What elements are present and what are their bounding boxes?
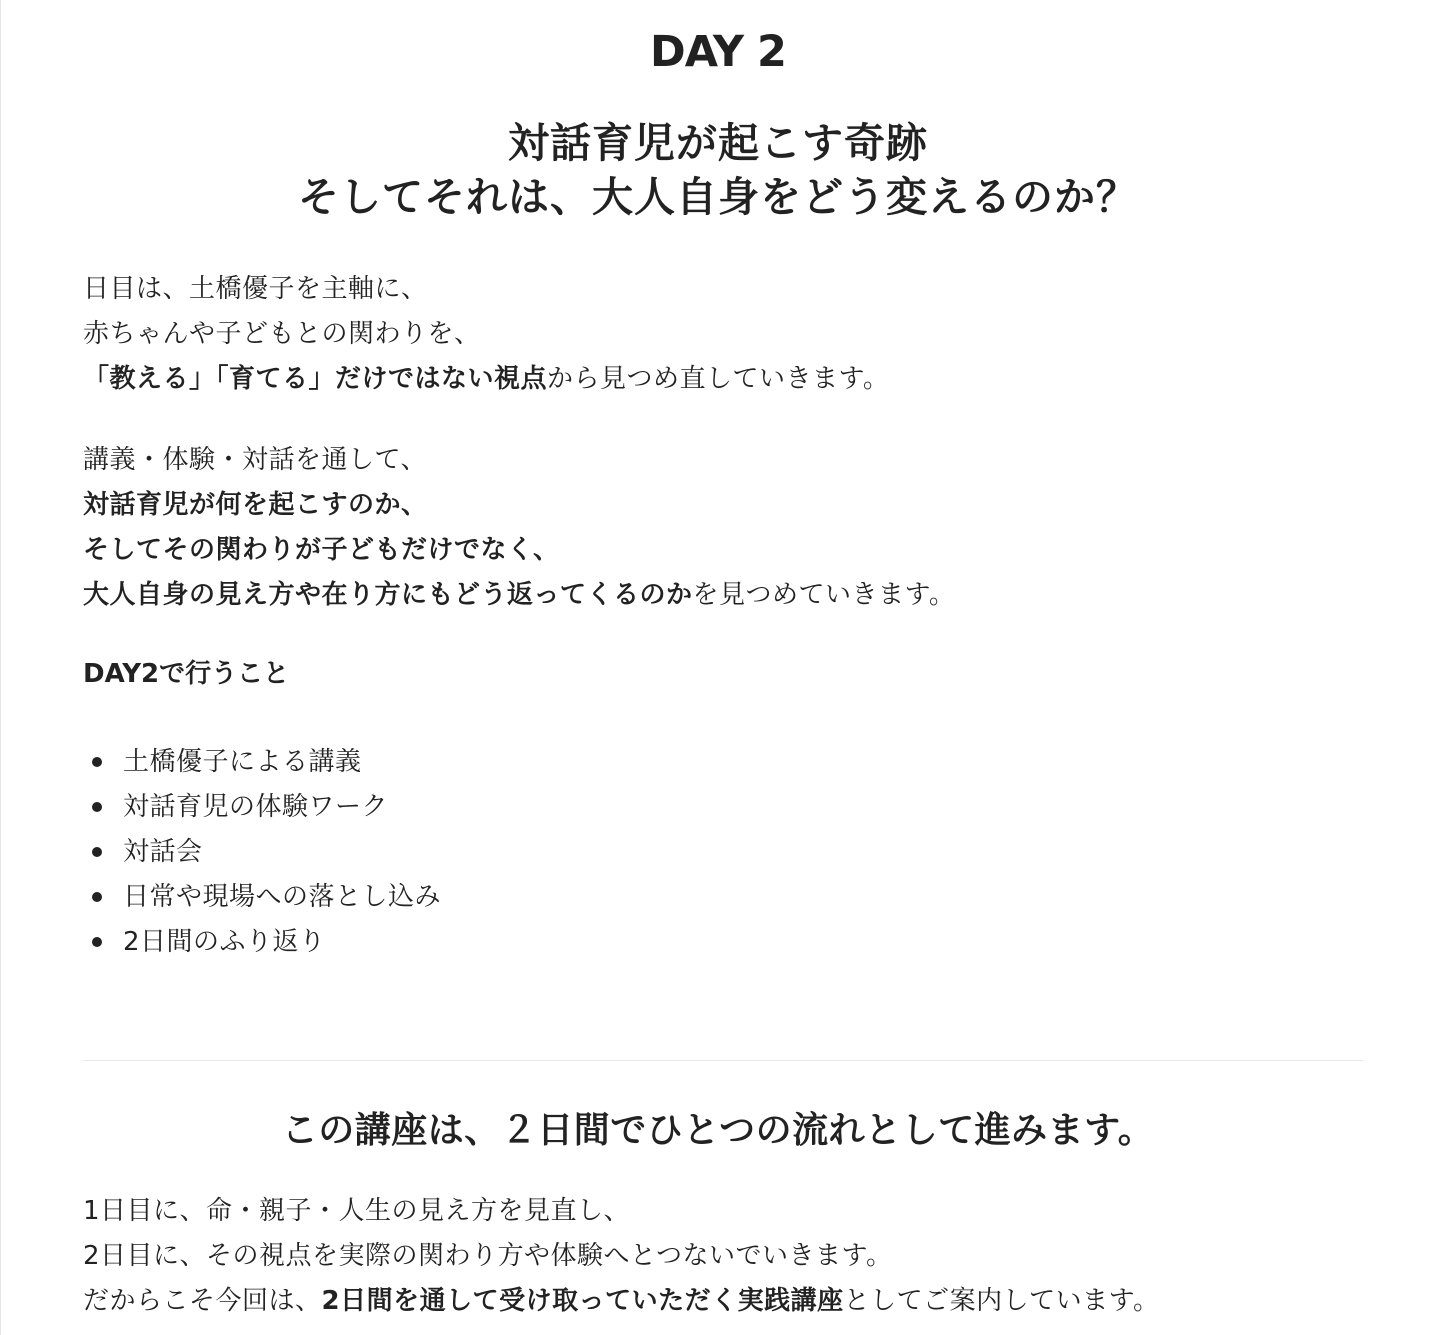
- flow-paragraph: [83, 1189, 1353, 1324]
- bullet-icon: [92, 802, 102, 812]
- list-item: [83, 875, 441, 920]
- headline-line-1: 対話育児が起こす奇跡: [508, 119, 928, 167]
- activities-heading: DAY2で行うこと: [83, 659, 290, 689]
- approach-line-1: 講義・体験・対話を通して、: [83, 445, 427, 475]
- bullet-icon: [92, 757, 102, 767]
- flow-line-3: [83, 1279, 1353, 1324]
- approach-line-4: [83, 573, 1353, 618]
- bullet-icon: [92, 847, 102, 857]
- list-item: [83, 920, 441, 965]
- list-item-text: 対話育児の体験ワーク: [123, 792, 389, 822]
- intro-paragraph: [83, 267, 1353, 402]
- section-divider: [83, 1060, 1363, 1061]
- bullet-icon: [92, 892, 102, 902]
- list-item: [83, 830, 441, 875]
- intro-line-2: 赤ちゃんや子どもとの関わりを、: [83, 319, 481, 349]
- intro-emphasis: 「教える」「育てる」だけではない視点: [83, 364, 548, 394]
- intro-line-3-rest: から見つめ直していきます。: [547, 364, 890, 394]
- intro-line-1: 日目は、土橋優子を主軸に、: [83, 274, 428, 304]
- approach-line-2: [83, 483, 1353, 528]
- day-heading: DAY 2: [650, 27, 786, 77]
- bullet-icon: [92, 937, 102, 947]
- approach-emphasis-1: 対話育児が何を起こすのか、: [83, 490, 428, 520]
- approach-paragraph: [83, 438, 1353, 618]
- flow-emphasis: 2日間を通して受け取っていただく実践講座: [321, 1286, 844, 1316]
- list-item-text: 土橋優子による講義: [123, 747, 362, 777]
- flow-line-2: 2日目に、その視点を実際の関わり方や体験へとつないでいきます。: [83, 1241, 893, 1271]
- intro-line-3: [83, 357, 1353, 402]
- list-item: [83, 785, 441, 830]
- list-item-text: 2日間のふり返り: [123, 927, 326, 957]
- flow-line-1: 1日目に、命・親子・人生の見え方を見直し、: [83, 1196, 631, 1226]
- flow-line-3-end: としてご案内しています。: [843, 1286, 1160, 1316]
- approach-line-4-rest: を見つめていきます。: [692, 580, 956, 610]
- headline: [83, 116, 1353, 224]
- headline-line-2: そしてそれは、大人自身をどう変えるのか？: [298, 173, 1138, 221]
- flow-section-title: この講座は、２日間でひとつの流れとして進みます。: [281, 1110, 1155, 1151]
- list-item-text: 対話会: [123, 837, 203, 867]
- list-item: [83, 740, 441, 785]
- flow-line-3-start: だからこそ今回は、: [83, 1286, 322, 1316]
- approach-emphasis-3: 大人自身の見え方や在り方にもどう返ってくるのか: [83, 580, 693, 610]
- list-item-text: 日常や現場への落とし込み: [123, 882, 442, 912]
- approach-emphasis-2: そしてその関わりが子どもだけでなく、: [83, 535, 560, 565]
- activities-list: [83, 740, 441, 965]
- approach-line-3: [83, 528, 1353, 573]
